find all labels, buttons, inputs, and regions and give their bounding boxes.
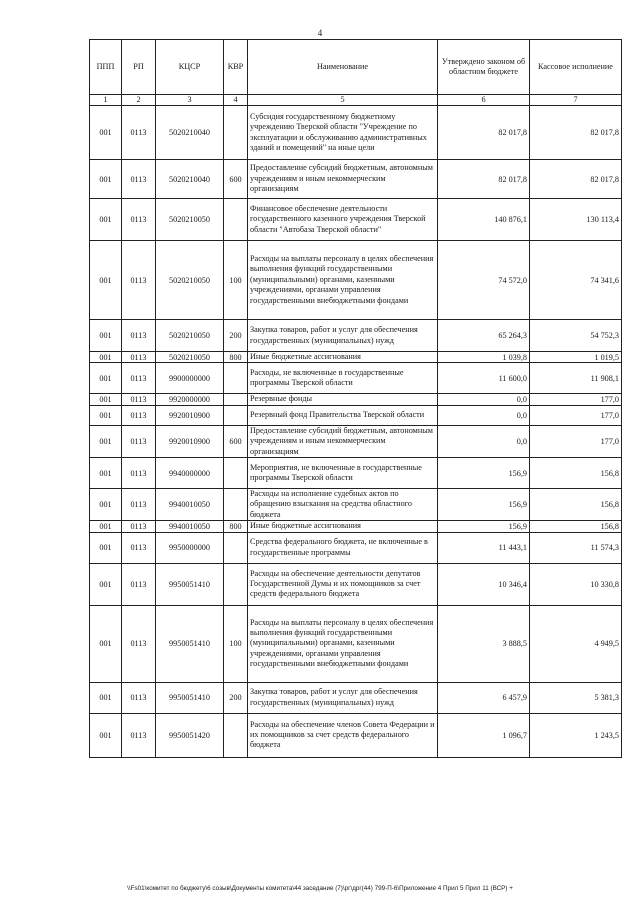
cell-ppp: 001 bbox=[90, 320, 122, 352]
cell-kcsr: 5020210050 bbox=[156, 241, 224, 320]
cell-approved: 156,9 bbox=[438, 521, 530, 532]
cell-approved: 156,9 bbox=[438, 458, 530, 489]
cell-name: Предоставление субсидий бюджетным, автономным учреждениям и иным некоммерческим организациям bbox=[248, 160, 438, 199]
cell-approved: 0,0 bbox=[438, 405, 530, 425]
cell-kcsr: 9950051410 bbox=[156, 682, 224, 713]
cell-kvr: 100 bbox=[224, 241, 248, 320]
column-number: 4 bbox=[224, 95, 248, 106]
cell-rp: 0113 bbox=[122, 521, 156, 532]
column-number: 7 bbox=[530, 95, 622, 106]
column-number: 1 bbox=[90, 95, 122, 106]
cell-approved: 140 876,1 bbox=[438, 199, 530, 241]
cell-kcsr: 9920010900 bbox=[156, 405, 224, 425]
header-kvr: КВР bbox=[224, 40, 248, 95]
table-row bbox=[90, 352, 622, 363]
cell-ppp: 001 bbox=[90, 713, 122, 757]
table-row bbox=[90, 605, 622, 682]
cell-rp: 0113 bbox=[122, 489, 156, 521]
cell-approved: 82 017,8 bbox=[438, 160, 530, 199]
cell-ppp: 001 bbox=[90, 199, 122, 241]
table-row bbox=[90, 425, 622, 457]
cell-kcsr: 9950000000 bbox=[156, 532, 224, 563]
cell-actual: 177,0 bbox=[530, 405, 622, 425]
cell-name: Иные бюджетные ассигнования bbox=[248, 352, 438, 363]
cell-name: Закупка товаров, работ и услуг для обеспечения государственных (муниципальных) нужд bbox=[248, 682, 438, 713]
table-row bbox=[90, 458, 622, 489]
cell-name: Иные бюджетные ассигнования bbox=[248, 521, 438, 532]
cell-kvr bbox=[224, 532, 248, 563]
cell-ppp: 001 bbox=[90, 563, 122, 605]
cell-kvr bbox=[224, 405, 248, 425]
cell-rp: 0113 bbox=[122, 160, 156, 199]
cell-actual: 82 017,8 bbox=[530, 160, 622, 199]
cell-kcsr: 5020210040 bbox=[156, 160, 224, 199]
header-kcsr: КЦСР bbox=[156, 40, 224, 95]
cell-ppp: 001 bbox=[90, 605, 122, 682]
cell-kvr bbox=[224, 363, 248, 394]
cell-rp: 0113 bbox=[122, 532, 156, 563]
cell-kvr: 600 bbox=[224, 160, 248, 199]
cell-actual: 130 113,4 bbox=[530, 199, 622, 241]
cell-kcsr: 9940000000 bbox=[156, 458, 224, 489]
table-row bbox=[90, 713, 622, 757]
cell-approved: 1 096,7 bbox=[438, 713, 530, 757]
cell-approved: 6 457,9 bbox=[438, 682, 530, 713]
cell-name: Расходы на обеспечение деятельности депутатов Государственной Думы и их помощников за счет средств федерального бюджета bbox=[248, 563, 438, 605]
cell-rp: 0113 bbox=[122, 563, 156, 605]
column-number: 3 bbox=[156, 95, 224, 106]
cell-kcsr: 9900000000 bbox=[156, 363, 224, 394]
cell-name: Расходы на исполнение судебных актов по обращению взыскания на средства областного бюджета bbox=[248, 489, 438, 521]
header-rp: РП bbox=[122, 40, 156, 95]
cell-name: Мероприятия, не включенные в государственные программы Тверской области bbox=[248, 458, 438, 489]
cell-rp: 0113 bbox=[122, 713, 156, 757]
column-number: 6 bbox=[438, 95, 530, 106]
cell-name: Закупка товаров, работ и услуг для обеспечения государственных (муниципальных) нужд bbox=[248, 320, 438, 352]
cell-ppp: 001 bbox=[90, 394, 122, 405]
cell-kvr bbox=[224, 489, 248, 521]
file-path-footer: \\Fs01\комитет по бюджету\6 созыв\Документы комитета\44 заседание (7)\рг\дрг(44) 799-П-6\Приложение 4 Прил 5 Прил 11 (ВСР) + bbox=[127, 885, 513, 892]
cell-name: Расходы на обеспечение членов Совета Федерации и их помощников за счет средств федерального бюджета bbox=[248, 713, 438, 757]
cell-kvr: 200 bbox=[224, 320, 248, 352]
column-number-row bbox=[90, 95, 622, 106]
table-row bbox=[90, 532, 622, 563]
cell-rp: 0113 bbox=[122, 682, 156, 713]
cell-ppp: 001 bbox=[90, 405, 122, 425]
cell-actual: 4 949,5 bbox=[530, 605, 622, 682]
cell-approved: 11 443,1 bbox=[438, 532, 530, 563]
cell-approved: 10 346,4 bbox=[438, 563, 530, 605]
cell-kvr bbox=[224, 394, 248, 405]
cell-name: Субсидия государственному бюджетному учреждению Тверской области "Учреждение по эксплуатации и обслуживанию административных зданий и помещений" на иные цели bbox=[248, 106, 438, 160]
cell-actual: 177,0 bbox=[530, 425, 622, 457]
cell-approved: 3 888,5 bbox=[438, 605, 530, 682]
budget-table bbox=[89, 39, 622, 758]
cell-rp: 0113 bbox=[122, 394, 156, 405]
cell-name: Расходы на выплаты персоналу в целях обеспечения выполнения функций государственными (муниципальными) органами, казенными учреждениями, органами управления государственными внебюджетными фондами bbox=[248, 241, 438, 320]
cell-approved: 65 264,3 bbox=[438, 320, 530, 352]
cell-approved: 0,0 bbox=[438, 394, 530, 405]
cell-actual: 82 017,8 bbox=[530, 106, 622, 160]
cell-name: Средства федерального бюджета, не включенные в государственные программы bbox=[248, 532, 438, 563]
cell-approved: 82 017,8 bbox=[438, 106, 530, 160]
cell-rp: 0113 bbox=[122, 106, 156, 160]
header-name: Наименование bbox=[248, 40, 438, 95]
cell-actual: 1 243,5 bbox=[530, 713, 622, 757]
cell-rp: 0113 bbox=[122, 320, 156, 352]
cell-actual: 11 908,1 bbox=[530, 363, 622, 394]
cell-kcsr: 9950051410 bbox=[156, 563, 224, 605]
cell-name: Финансовое обеспечение деятельности государственного казенного учреждения Тверской области "Автобаза Тверской области" bbox=[248, 199, 438, 241]
cell-rp: 0113 bbox=[122, 241, 156, 320]
table-row bbox=[90, 241, 622, 320]
cell-kvr: 200 bbox=[224, 682, 248, 713]
cell-kcsr: 9940010050 bbox=[156, 489, 224, 521]
cell-actual: 10 330,8 bbox=[530, 563, 622, 605]
cell-kvr bbox=[224, 199, 248, 241]
column-number: 2 bbox=[122, 95, 156, 106]
table-row bbox=[90, 489, 622, 521]
cell-ppp: 001 bbox=[90, 489, 122, 521]
cell-name: Предоставление субсидий бюджетным, автономным учреждениям и иным некоммерческим организациям bbox=[248, 425, 438, 457]
cell-kvr: 600 bbox=[224, 425, 248, 457]
cell-kvr bbox=[224, 563, 248, 605]
page-number: 4 bbox=[317, 28, 323, 38]
cell-kvr bbox=[224, 106, 248, 160]
header-ppp: ППП bbox=[90, 40, 122, 95]
cell-rp: 0113 bbox=[122, 199, 156, 241]
cell-kvr: 800 bbox=[224, 352, 248, 363]
table-row bbox=[90, 394, 622, 405]
cell-ppp: 001 bbox=[90, 241, 122, 320]
cell-rp: 0113 bbox=[122, 425, 156, 457]
table-row bbox=[90, 563, 622, 605]
cell-actual: 5 381,3 bbox=[530, 682, 622, 713]
table-row bbox=[90, 160, 622, 199]
table-row bbox=[90, 199, 622, 241]
cell-name: Расходы, не включенные в государственные программы Тверской области bbox=[248, 363, 438, 394]
cell-rp: 0113 bbox=[122, 405, 156, 425]
table-row bbox=[90, 682, 622, 713]
cell-ppp: 001 bbox=[90, 352, 122, 363]
cell-approved: 74 572,0 bbox=[438, 241, 530, 320]
cell-ppp: 001 bbox=[90, 682, 122, 713]
table-row bbox=[90, 320, 622, 352]
cell-kcsr: 9920000000 bbox=[156, 394, 224, 405]
cell-kcsr: 9950051420 bbox=[156, 713, 224, 757]
cell-rp: 0113 bbox=[122, 605, 156, 682]
cell-rp: 0113 bbox=[122, 363, 156, 394]
cell-name: Резервные фонды bbox=[248, 394, 438, 405]
header-actual: Кассовое исполнение bbox=[530, 40, 622, 95]
cell-ppp: 001 bbox=[90, 425, 122, 457]
cell-actual: 156,8 bbox=[530, 489, 622, 521]
cell-ppp: 001 bbox=[90, 521, 122, 532]
cell-kcsr: 5020210050 bbox=[156, 199, 224, 241]
cell-approved: 1 039,8 bbox=[438, 352, 530, 363]
cell-kvr: 100 bbox=[224, 605, 248, 682]
cell-kcsr: 5020210040 bbox=[156, 106, 224, 160]
cell-rp: 0113 bbox=[122, 352, 156, 363]
cell-kvr bbox=[224, 458, 248, 489]
cell-kvr bbox=[224, 713, 248, 757]
table-row bbox=[90, 521, 622, 532]
cell-kcsr: 9920010900 bbox=[156, 425, 224, 457]
cell-ppp: 001 bbox=[90, 532, 122, 563]
cell-name: Расходы на выплаты персоналу в целях обеспечения выполнения функций государственными (муниципальными) органами, казенными учреждениями, органами управления государственными внебюджетными фондами bbox=[248, 605, 438, 682]
column-number: 5 bbox=[248, 95, 438, 106]
cell-actual: 74 341,6 bbox=[530, 241, 622, 320]
cell-kvr: 800 bbox=[224, 521, 248, 532]
table-row bbox=[90, 405, 622, 425]
cell-actual: 156,8 bbox=[530, 458, 622, 489]
cell-ppp: 001 bbox=[90, 106, 122, 160]
table-row bbox=[90, 106, 622, 160]
cell-approved: 156,9 bbox=[438, 489, 530, 521]
table-header-row bbox=[90, 40, 622, 95]
cell-actual: 177,0 bbox=[530, 394, 622, 405]
cell-kcsr: 9950051410 bbox=[156, 605, 224, 682]
cell-actual: 54 752,3 bbox=[530, 320, 622, 352]
cell-kcsr: 9940010050 bbox=[156, 521, 224, 532]
cell-approved: 0,0 bbox=[438, 425, 530, 457]
cell-ppp: 001 bbox=[90, 363, 122, 394]
cell-kcsr: 5020210050 bbox=[156, 320, 224, 352]
cell-ppp: 001 bbox=[90, 160, 122, 199]
cell-approved: 11 600,0 bbox=[438, 363, 530, 394]
header-approved: Утверждено законом об областном бюджете bbox=[438, 40, 530, 95]
cell-actual: 156,8 bbox=[530, 521, 622, 532]
table-row bbox=[90, 363, 622, 394]
cell-rp: 0113 bbox=[122, 458, 156, 489]
cell-actual: 1 019,5 bbox=[530, 352, 622, 363]
cell-actual: 11 574,3 bbox=[530, 532, 622, 563]
cell-kcsr: 5020210050 bbox=[156, 352, 224, 363]
cell-ppp: 001 bbox=[90, 458, 122, 489]
cell-name: Резервный фонд Правительства Тверской области bbox=[248, 405, 438, 425]
